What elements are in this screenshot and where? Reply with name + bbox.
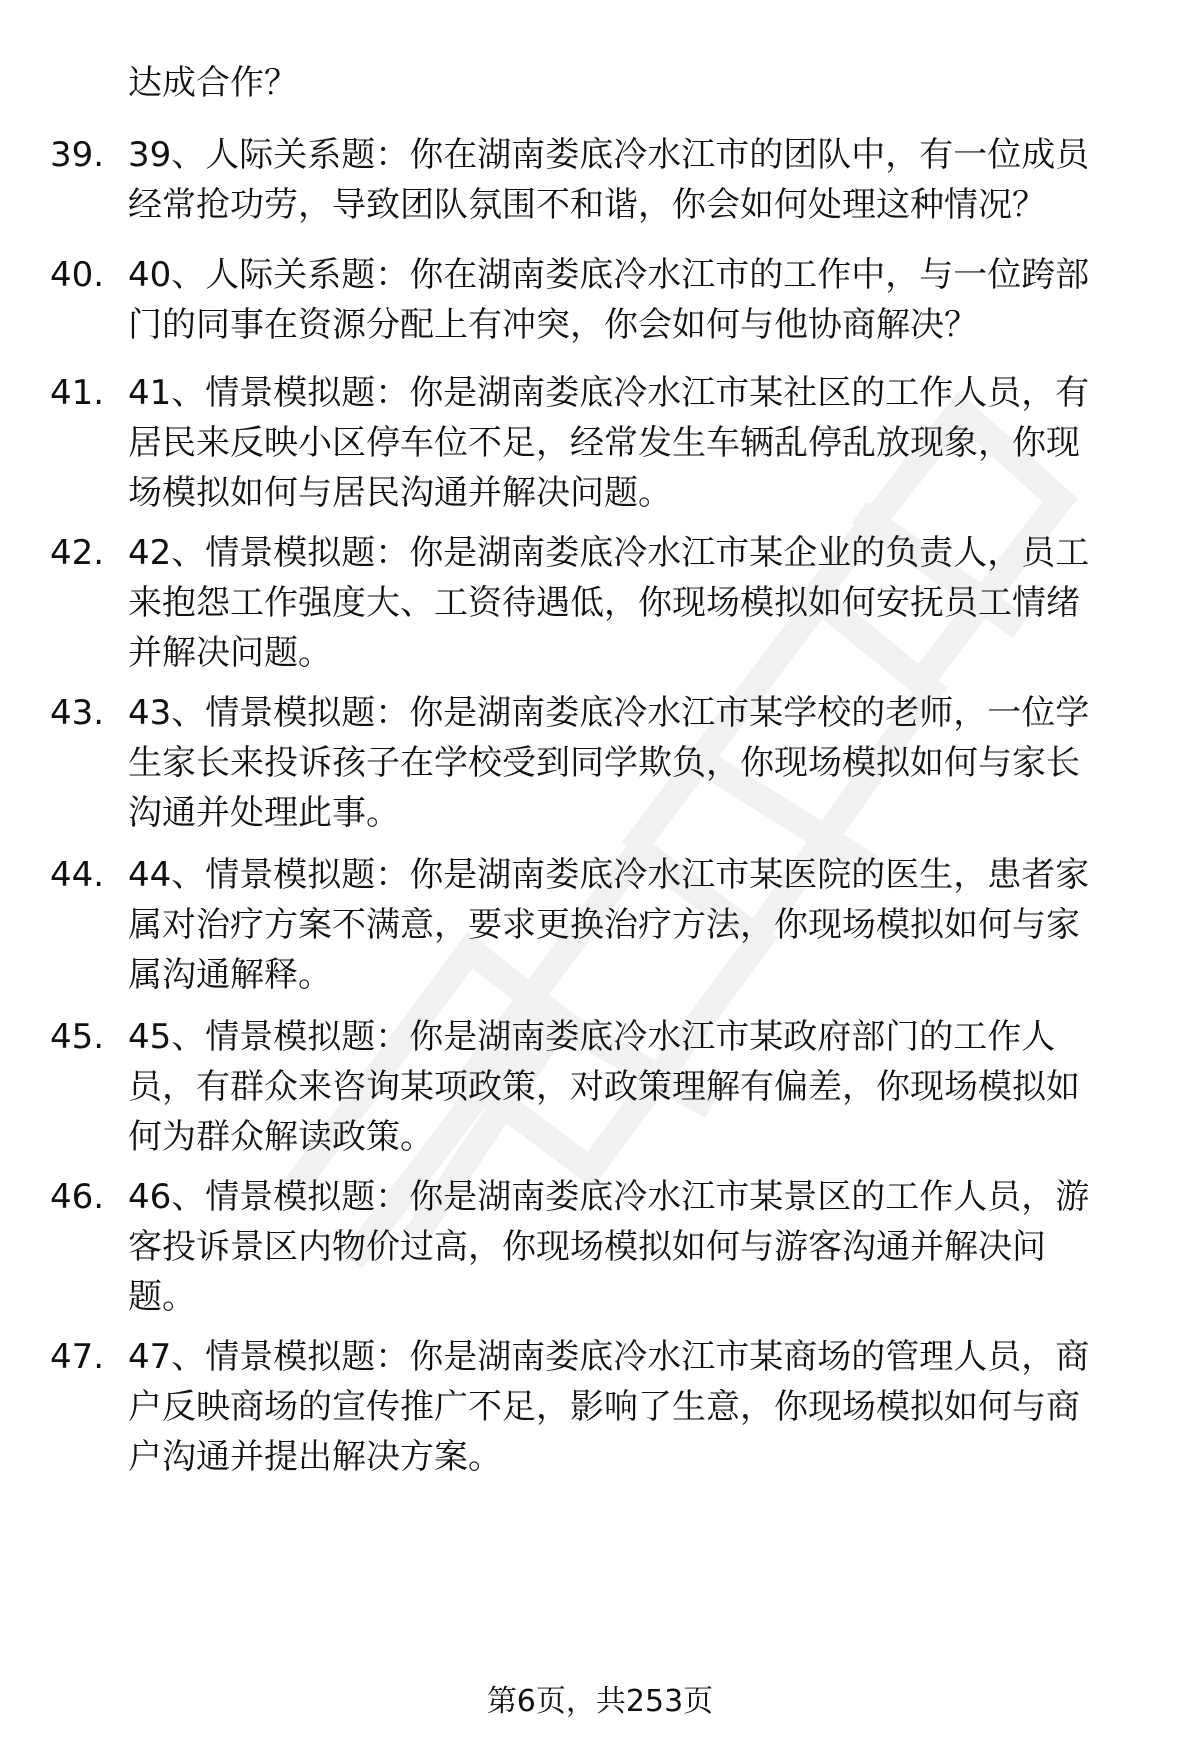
item-text-line: 户反映商场的宣传推广不足，影响了生意，你现场模拟如何与商 bbox=[128, 1387, 1080, 1427]
item-text-line: 39、人际关系题：你在湖南娄底冷水江市的团队中，有一位成员 bbox=[128, 135, 1090, 175]
item-text-line: 属对治疗方案不满意，要求更换治疗方法，你现场模拟如何与家 bbox=[128, 905, 1080, 945]
item-text-line: 并解决问题。 bbox=[128, 633, 332, 673]
item-text bbox=[128, 1332, 1160, 1482]
item-number: 40. bbox=[50, 255, 105, 295]
page-footer: 第6页，共253页 bbox=[486, 1684, 714, 1719]
item-text-line: 居民来反映小区停车位不足，经常发生车辆乱停乱放现象，你现 bbox=[128, 423, 1080, 463]
item-text-line: 户沟通并提出解决方案。 bbox=[128, 1437, 502, 1477]
item-number: 44. bbox=[50, 855, 105, 895]
item-number: 41. bbox=[50, 373, 105, 413]
item-text-line: 属沟通解释。 bbox=[128, 955, 332, 995]
item-text bbox=[128, 850, 1160, 1000]
item-text bbox=[128, 250, 1160, 350]
item-text bbox=[128, 1012, 1160, 1162]
item-text-line: 何为群众解读政策。 bbox=[128, 1117, 434, 1157]
item-text-line: 员，有群众来咨询某项政策，对政策理解有偏差，你现场模拟如 bbox=[128, 1067, 1080, 1107]
item-text bbox=[128, 688, 1160, 838]
item-number: 45. bbox=[50, 1017, 105, 1057]
item-text bbox=[128, 1172, 1160, 1322]
item-number: 43. bbox=[50, 693, 105, 733]
item-text-line: 45、情景模拟题：你是湖南娄底冷水江市某政府部门的工作人 bbox=[128, 1017, 1056, 1057]
item-text-line: 题。 bbox=[128, 1277, 196, 1317]
item-text-line: 44、情景模拟题：你是湖南娄底冷水江市某医院的医生，患者家 bbox=[128, 855, 1090, 895]
item-text bbox=[128, 130, 1160, 230]
item-number: 46. bbox=[50, 1177, 105, 1217]
item-number: 47. bbox=[50, 1337, 105, 1377]
item-text-line: 生家长来投诉孩子在学校受到同学欺负，你现场模拟如何与家长 bbox=[128, 743, 1080, 783]
item-text-line: 42、情景模拟题：你是湖南娄底冷水江市某企业的负责人，员工 bbox=[128, 533, 1090, 573]
item-text-line: 来抱怨工作强度大、工资待遇低，你现场模拟如何安抚员工情绪 bbox=[128, 583, 1080, 623]
item-text-line: 门的同事在资源分配上有冲突，你会如何与他协商解决？ bbox=[128, 305, 978, 345]
item-text-line: 沟通并处理此事。 bbox=[128, 793, 400, 833]
continuation-text: 达成合作？ bbox=[128, 63, 298, 103]
item-text-line: 46、情景模拟题：你是湖南娄底冷水江市某景区的工作人员，游 bbox=[128, 1177, 1090, 1217]
item-text-line: 43、情景模拟题：你是湖南娄底冷水江市某学校的老师，一位学 bbox=[128, 693, 1090, 733]
item-text-line: 客投诉景区内物价过高，你现场模拟如何与游客沟通并解决问 bbox=[128, 1227, 1046, 1267]
item-text-line: 41、情景模拟题：你是湖南娄底冷水江市某社区的工作人员，有 bbox=[128, 373, 1090, 413]
item-text-line: 场模拟如何与居民沟通并解决问题。 bbox=[128, 473, 672, 513]
item-text bbox=[128, 528, 1160, 678]
item-number: 42. bbox=[50, 533, 105, 573]
item-text-line: 经常抢功劳，导致团队氛围不和谐，你会如何处理这种情况？ bbox=[128, 185, 1046, 225]
item-text bbox=[128, 368, 1160, 518]
item-number: 39. bbox=[50, 135, 105, 175]
item-text-line: 47、情景模拟题：你是湖南娄底冷水江市某商场的管理人员，商 bbox=[128, 1337, 1090, 1377]
item-text-line: 40、人际关系题：你在湖南娄底冷水江市的工作中，与一位跨部 bbox=[128, 255, 1090, 295]
